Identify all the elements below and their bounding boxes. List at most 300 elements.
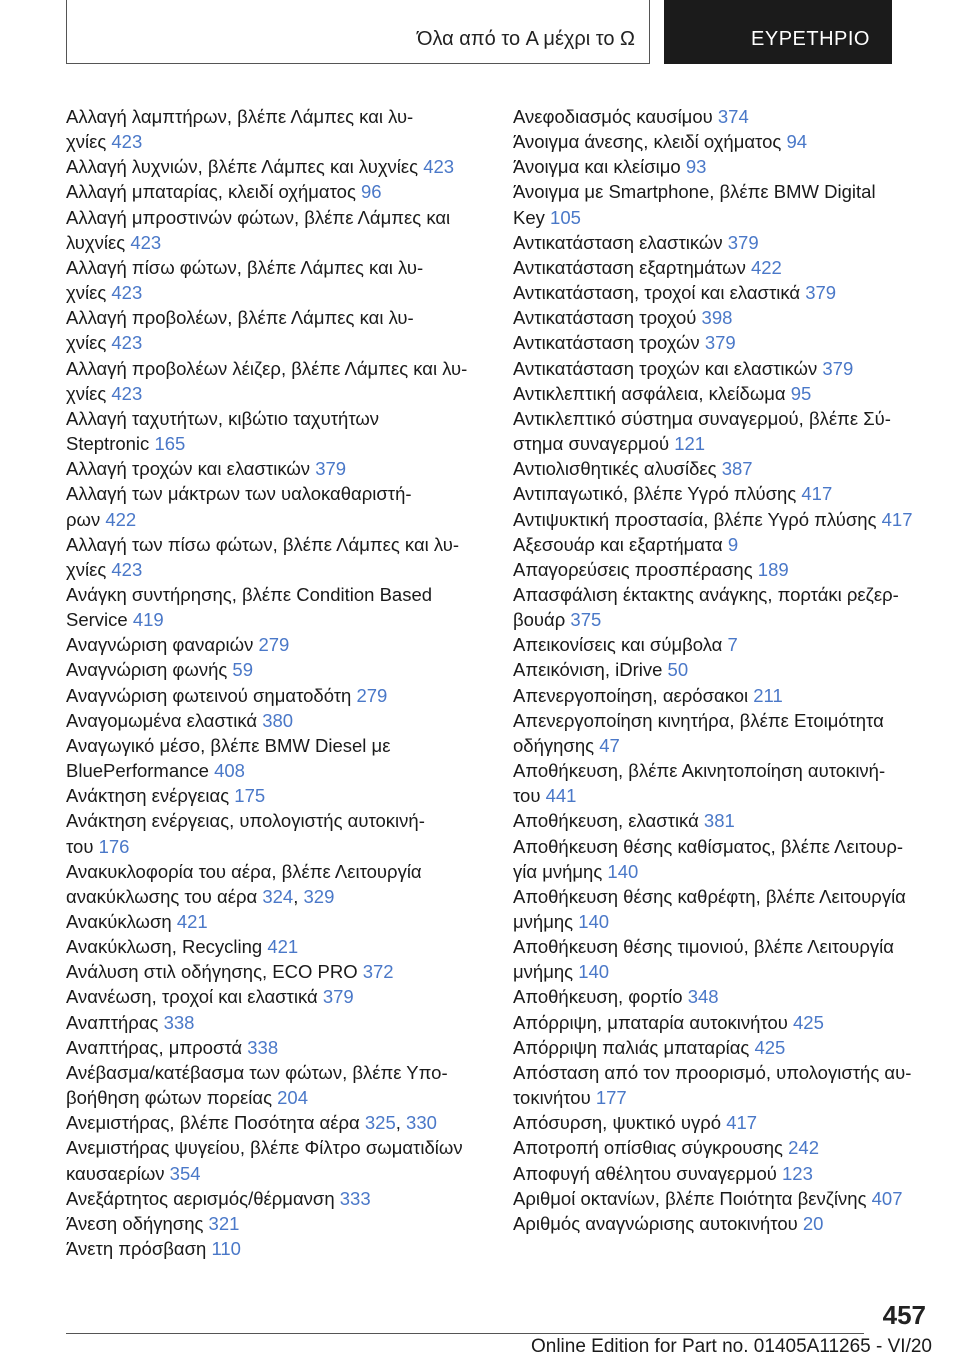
index-entry-line: Αναγνώριση φωνής xyxy=(66,659,228,681)
index-entry xyxy=(513,104,933,129)
index-entry xyxy=(513,507,933,532)
page-link[interactable]: 408 xyxy=(214,760,245,782)
index-entry-line: του xyxy=(513,785,541,807)
index-entry xyxy=(66,104,486,154)
index-entry xyxy=(66,456,486,481)
index-entry-text xyxy=(513,179,933,204)
page-link[interactable]: 379 xyxy=(704,332,736,354)
index-entry-text xyxy=(513,607,933,632)
index-entry-text xyxy=(513,431,933,456)
page-link[interactable]: 423 xyxy=(111,382,143,404)
index-entry-text xyxy=(66,1236,486,1261)
index-entry-line: τοκινήτου xyxy=(513,1087,591,1109)
page-link[interactable]: 189 xyxy=(757,558,789,580)
page-link[interactable]: 20 xyxy=(802,1212,824,1234)
index-entry-line: Αντικατάσταση ελαστικών xyxy=(513,231,723,253)
index-entry-line: Ανέβασμα/κατέβασμα των φώτων, βλέπε Υπο‐ xyxy=(66,1061,448,1083)
header-title-box xyxy=(66,0,650,64)
index-entry-line: Αλλαγή των μάκτρων των υαλοκαθαριστή‐ xyxy=(66,483,412,505)
index-entry-line: Αναγωγικό μέσο, βλέπε BMW Diesel με xyxy=(66,734,391,756)
index-entry-line: Αλλαγή ταχυτήτων, κιβώτιο ταχυτήτων xyxy=(66,407,380,429)
index-entry-line: στημα συναγερμού xyxy=(513,433,670,455)
index-entry xyxy=(66,808,486,858)
index-entry-text xyxy=(66,280,486,305)
index-entry-text xyxy=(66,582,486,607)
index-entry xyxy=(66,481,486,531)
index-entry-text xyxy=(66,104,486,129)
index-entry xyxy=(513,884,933,934)
page-link[interactable]: 204 xyxy=(277,1087,308,1109)
index-entry-line: Service xyxy=(66,609,128,631)
index-entry-line: Αποθήκευση, ελαστικά xyxy=(513,810,699,832)
footer-divider xyxy=(66,1333,864,1334)
index-entry-line: Αντιολισθητικές αλυσίδες xyxy=(513,458,717,480)
page-link[interactable]: 175 xyxy=(234,785,266,807)
page-link[interactable]: 7 xyxy=(727,634,738,656)
page-link[interactable]: 379 xyxy=(805,282,837,304)
index-entry-text xyxy=(66,154,486,179)
header-tab-index-label: ΕΥΡΕΤΗΡΙΟ xyxy=(751,28,870,50)
index-entry xyxy=(66,205,486,255)
index-entry-line: Αντικατάσταση τροχών και ελαστικών xyxy=(513,357,818,379)
index-entry-text xyxy=(513,456,933,481)
index-entry-line: Αλλαγή προβολέων λέιζερ, βλέπε Λάμπες και λυ‐ xyxy=(66,357,468,379)
index-entry xyxy=(513,1010,933,1035)
index-entry-line: γία μνήμης xyxy=(513,860,603,882)
index-entry-line: χνίες xyxy=(66,131,107,153)
page-link[interactable]: 177 xyxy=(595,1087,627,1109)
index-entry xyxy=(66,934,486,959)
index-entry-line: βοήθηση φώτων πορείας xyxy=(66,1087,272,1109)
index-entry-text xyxy=(66,1135,486,1160)
index-entry-line: Ανεφοδιασμός καυσίμου xyxy=(513,106,713,127)
index-entry-text xyxy=(513,255,933,280)
index-entry-line: Αλλαγή λυχνιών, βλέπε Λάμπες και λυχνίες xyxy=(66,156,419,178)
page-link[interactable]: 321 xyxy=(208,1212,240,1234)
index-entry-line: Ανεξάρτητος αερισμός/θέρμανση xyxy=(66,1187,335,1209)
index-entry-text xyxy=(513,356,933,381)
index-entry-text xyxy=(66,632,486,657)
index-entry-line: Απόσυρση, ψυκτικό υγρό xyxy=(513,1112,722,1134)
index-entry xyxy=(66,406,486,456)
page-link[interactable]: 379 xyxy=(315,458,347,480)
page-link[interactable]: 140 xyxy=(578,961,610,983)
index-entry-text xyxy=(513,481,933,506)
index-entry-line: χνίες xyxy=(66,282,107,304)
page-link[interactable]: 423 xyxy=(130,231,162,253)
index-entry-text xyxy=(66,129,486,154)
index-entry xyxy=(513,230,933,255)
index-entry-text xyxy=(66,230,486,255)
index-entry xyxy=(513,255,933,280)
index-entry-text xyxy=(66,859,486,884)
index-entry-line: Αλλαγή προβολέων, βλέπε Λάμπες και λυ‐ xyxy=(66,307,414,329)
page-link[interactable]: 93 xyxy=(685,156,707,178)
index-entry-text xyxy=(66,381,486,406)
index-entry-line: Αλλαγή λαμπτήρων, βλέπε Λάμπες και λυ‐ xyxy=(66,106,414,127)
index-entry-text xyxy=(513,657,933,682)
index-entry xyxy=(513,1186,933,1211)
index-entry xyxy=(66,683,486,708)
index-entry-text xyxy=(513,582,933,607)
index-entry xyxy=(66,1035,486,1060)
index-entry-text xyxy=(513,230,933,255)
index-entry-line: Απενεργοποίηση κινητήρα, βλέπε Ετοιμότητα xyxy=(513,709,884,731)
page-link[interactable]: 387 xyxy=(721,458,753,480)
page-link[interactable]: 59 xyxy=(232,659,253,681)
page-link[interactable]: 110 xyxy=(211,1238,241,1260)
index-entry xyxy=(513,758,933,808)
index-entry xyxy=(513,708,933,758)
page-link[interactable]: 380 xyxy=(262,709,294,731)
index-entry-text xyxy=(66,708,486,733)
page-link[interactable]: 423 xyxy=(423,156,455,178)
page-link[interactable]: 211 xyxy=(753,684,783,706)
page-link[interactable]: 419 xyxy=(132,609,164,631)
page-link[interactable]: 379 xyxy=(322,986,354,1008)
index-entry-text xyxy=(513,381,933,406)
index-entry-text xyxy=(66,1211,486,1236)
index-entry-line: χνίες xyxy=(66,558,107,580)
index-entry-text xyxy=(66,607,486,632)
index-entry-text xyxy=(513,1085,933,1110)
page-link[interactable]: 421 xyxy=(267,936,299,958)
index-entry xyxy=(513,632,933,657)
index-entry-text xyxy=(513,104,933,129)
index-entry-text xyxy=(513,280,933,305)
index-entry-text xyxy=(513,683,933,708)
index-entry xyxy=(66,783,486,808)
index-entry-text xyxy=(66,808,486,833)
index-entry-line: Αλλαγή των πίσω φώτων, βλέπε Λάμπες και λυ‐ xyxy=(66,533,459,555)
index-entry-line: Ανακύκλωση, Recycling xyxy=(66,936,263,958)
index-entry-line: Αποθήκευση θέσης καθίσματος, βλέπε Λειτουρ‐ xyxy=(513,835,904,857)
index-entry-text xyxy=(513,1186,933,1211)
index-entry xyxy=(513,381,933,406)
index-entry-text xyxy=(66,783,486,808)
index-entry xyxy=(66,1135,486,1185)
index-entry-line: Αποθήκευση θέσης τιμονιού, βλέπε Λειτουργία xyxy=(513,936,894,958)
page-link[interactable]: 348 xyxy=(687,986,719,1008)
page-link[interactable]: 123 xyxy=(782,1162,813,1184)
page-link[interactable]: 94 xyxy=(786,131,808,153)
index-entry-line: Ανεμιστήρας, βλέπε Ποσότητα αέρα xyxy=(66,1112,360,1134)
index-entry-line: Ανάλυση στιλ οδήγησης, ECO PRO xyxy=(66,961,358,983)
index-entry-text xyxy=(513,1010,933,1035)
index-entry-text xyxy=(513,507,933,532)
index-entry-text xyxy=(66,456,486,481)
index-entry-text xyxy=(66,1060,486,1085)
page-link[interactable]: 379 xyxy=(822,357,854,379)
page-link[interactable]: 381 xyxy=(703,810,735,832)
index-entry-line: Αναγνώριση φαναριών xyxy=(66,634,254,656)
index-entry-line: Αποθήκευση, φορτίο xyxy=(513,986,683,1008)
page-link[interactable]: 441 xyxy=(545,785,577,807)
page-link[interactable]: 324 xyxy=(262,885,294,907)
index-entry xyxy=(66,859,486,909)
index-entry-text xyxy=(513,758,933,783)
index-entry-text xyxy=(513,1110,933,1135)
page-link[interactable]: 329 xyxy=(303,885,335,907)
page-link[interactable]: 422 xyxy=(750,256,782,278)
index-entry xyxy=(66,1186,486,1211)
index-entry-text xyxy=(66,255,486,280)
index-entry-text xyxy=(66,984,486,1009)
index-entry-text xyxy=(513,532,933,557)
index-entry xyxy=(513,481,933,506)
page-link[interactable]: 330 xyxy=(406,1112,437,1134)
page-link[interactable]: 407 xyxy=(871,1187,903,1209)
index-entry-line: Αντικατάσταση εξαρτημάτων xyxy=(513,256,746,278)
page-link[interactable]: 372 xyxy=(362,961,394,983)
index-entry-line: Αλλαγή τροχών και ελαστικών xyxy=(66,458,311,480)
index-entry-line: Key xyxy=(513,206,545,228)
index-entry-text xyxy=(66,330,486,355)
page-link[interactable]: 176 xyxy=(98,835,130,857)
index-entry xyxy=(513,154,933,179)
index-entry-line: Αντικατάσταση, τροχοί και ελαστικά xyxy=(513,282,801,304)
index-entry-line: ανακύκλωσης του αέρα xyxy=(66,885,258,907)
index-entry xyxy=(66,733,486,783)
page-link[interactable]: 379 xyxy=(727,231,759,253)
index-entry-text xyxy=(66,481,486,506)
page-link[interactable]: 423 xyxy=(111,131,143,153)
index-entry-line: Άνεση οδήγησης xyxy=(66,1212,204,1234)
index-entry-line: Αναγνώριση φωτεινού σηματοδότη xyxy=(66,684,352,706)
page-link[interactable]: 105 xyxy=(550,206,581,228)
page-link[interactable]: 140 xyxy=(607,860,639,882)
index-entry xyxy=(513,557,933,582)
index-entry xyxy=(513,356,933,381)
index-entry xyxy=(513,280,933,305)
index-entry xyxy=(66,179,486,204)
index-entry-text xyxy=(66,532,486,557)
index-entry-text xyxy=(513,406,933,431)
index-entry-line: Ανεμιστήρας ψυγείου, βλέπε Φίλτρο σωματιδίων xyxy=(66,1137,463,1159)
page-link[interactable]: 354 xyxy=(169,1162,201,1184)
index-entry-line: Αντικατάσταση τροχών xyxy=(513,332,700,354)
page-link[interactable]: 242 xyxy=(788,1137,819,1159)
index-entry-text xyxy=(66,356,486,381)
index-entry-text xyxy=(513,1035,933,1060)
index-entry-line: BluePerformance xyxy=(66,760,209,782)
index-entry-text: ανακύκλωσης του αέρα 324, 329 xyxy=(66,885,335,907)
index-entry-text xyxy=(513,808,933,833)
page-link[interactable]: 96 xyxy=(361,181,382,203)
index-entry xyxy=(513,984,933,1009)
index-entry-line: Απόρριψη, μπαταρία αυτοκινήτου xyxy=(513,1011,788,1033)
page-link[interactable]: 417 xyxy=(801,483,833,505)
page-link[interactable]: 338 xyxy=(247,1036,279,1058)
index-entry xyxy=(66,1236,486,1261)
index-entry-line: Ανάκτηση ενέργειας, υπολογιστής αυτοκινή‐ xyxy=(66,810,425,832)
index-entry xyxy=(513,532,933,557)
page-link[interactable]: 423 xyxy=(111,332,143,354)
index-entry-text xyxy=(66,733,486,758)
index-entry-line: Απενεργοποίηση, αερόσακοι xyxy=(513,684,749,706)
index-entry-line: Αναπτήρας xyxy=(66,1011,159,1033)
index-entry-text xyxy=(513,708,933,733)
page-link[interactable]: 417 xyxy=(726,1112,758,1134)
index-entry-text xyxy=(513,1135,933,1160)
page-link[interactable]: 421 xyxy=(176,911,208,932)
index-entry-text xyxy=(66,657,486,682)
index-entry-line: μνήμης xyxy=(513,911,574,932)
index-entry xyxy=(513,834,933,884)
page-link[interactable]: 374 xyxy=(717,106,749,127)
index-entry-line: Αποφυγή αθέλητου συναγερμού xyxy=(513,1162,777,1184)
index-entry-text xyxy=(66,205,486,230)
index-entry xyxy=(513,1135,933,1160)
index-entry-line: Απεικόνιση, iDrive xyxy=(513,659,663,681)
page-link[interactable]: 165 xyxy=(154,433,186,455)
index-entry-text xyxy=(66,1010,486,1035)
index-entry xyxy=(513,406,933,456)
index-entry-line: Αντιπαγωτικό, βλέπε Υγρό πλύσης xyxy=(513,483,797,505)
index-entry-text xyxy=(513,859,933,884)
header-tab-title[interactable]: Όλα από το A μέχρι το Ω xyxy=(417,28,635,50)
index-entry-text xyxy=(66,1035,486,1060)
index-entry-text xyxy=(66,431,486,456)
index-entry-text xyxy=(66,305,486,330)
index-entry-text xyxy=(513,1161,933,1186)
index-entry xyxy=(66,305,486,355)
index-entry-line: Απαγορεύσεις προσπέρασης xyxy=(513,558,753,580)
page-link[interactable]: 422 xyxy=(105,508,137,530)
index-entry-text xyxy=(66,557,486,582)
index-entry xyxy=(513,657,933,682)
index-entry-text xyxy=(66,934,486,959)
page-link[interactable]: 325 xyxy=(364,1112,396,1134)
page-link[interactable]: 9 xyxy=(727,533,739,555)
index-entry xyxy=(513,305,933,330)
page-link[interactable]: 375 xyxy=(570,609,602,631)
index-entry-text xyxy=(513,129,933,154)
index-entry xyxy=(66,582,486,632)
index-entry-text xyxy=(513,783,933,808)
page-link[interactable]: 417 xyxy=(881,508,913,530)
index-entry xyxy=(66,154,486,179)
index-entry xyxy=(513,934,933,984)
index-entry-line: Άνοιγμα άνεσης, κλειδί οχήματος xyxy=(513,131,782,153)
index-entry xyxy=(66,1211,486,1236)
index-entry-line: χνίες xyxy=(66,332,107,354)
index-entry-line: οδήγησης xyxy=(513,734,595,756)
index-entry-line: Αναγομωμένα ελαστικά xyxy=(66,709,258,731)
index-entry-line: Ανανέωση, τροχοί και ελαστικά xyxy=(66,986,318,1008)
index-entry-line: Αλλαγή μπροστινών φώτων, βλέπε Λάμπες και xyxy=(66,206,451,228)
index-entry-text xyxy=(513,984,933,1009)
footer-edition-text: Online Edition for Part no. 01405A11265 - VI/20 xyxy=(530,1336,932,1357)
index-entry-text xyxy=(513,733,933,758)
index-entry-line: του xyxy=(66,835,94,857)
index-entry xyxy=(66,356,486,406)
index-column-left xyxy=(66,104,486,1261)
index-entry xyxy=(66,909,486,934)
page-link[interactable]: 398 xyxy=(701,307,733,329)
index-entry xyxy=(66,1060,486,1110)
index-entry-line: ρων xyxy=(66,508,101,530)
index-entry xyxy=(513,683,933,708)
index-entry xyxy=(513,179,933,229)
index-entry-line: Αλλαγή πίσω φώτων, βλέπε Λάμπες και λυ‐ xyxy=(66,256,424,278)
index-entry-text xyxy=(66,959,486,984)
index-entry-text xyxy=(513,959,933,984)
index-entry-text xyxy=(66,1085,486,1110)
index-entry-text xyxy=(513,1211,933,1236)
index-entry xyxy=(513,1110,933,1135)
index-entry-line: Απεικονίσεις και σύμβολα xyxy=(513,634,723,656)
index-entry xyxy=(513,1035,933,1060)
index-entry-text xyxy=(66,758,486,783)
page-link[interactable]: 279 xyxy=(258,634,290,656)
page-link[interactable]: 279 xyxy=(356,684,388,706)
index-entry xyxy=(66,708,486,733)
index-entry-text xyxy=(513,205,933,230)
index-entry-text xyxy=(513,934,933,959)
page-link[interactable]: 140 xyxy=(578,911,610,932)
index-entry xyxy=(66,1110,486,1135)
index-entry-line: Απόρριψη παλιάς μπαταρίας xyxy=(513,1036,750,1058)
index-entry xyxy=(66,984,486,1009)
index-entry-text xyxy=(513,305,933,330)
index-entry xyxy=(513,582,933,632)
index-entry-line: βουάρ xyxy=(513,609,566,631)
index-entry-line: Αντικλεπτικό σύστημα συναγερμού, βλέπε Σύ‐ xyxy=(513,407,891,429)
page-link[interactable]: 423 xyxy=(111,282,143,304)
page-link[interactable]: 50 xyxy=(667,659,689,681)
index-entry-text xyxy=(513,154,933,179)
page-link[interactable]: 423 xyxy=(111,558,143,580)
page-link[interactable]: 47 xyxy=(599,734,620,756)
index-entry-text xyxy=(513,330,933,355)
page-number: 457 xyxy=(882,1300,926,1330)
index-entry-line: Αντικατάσταση τροχού xyxy=(513,307,697,329)
index-entry-line: Steptronic xyxy=(66,433,150,455)
page-link[interactable]: 338 xyxy=(163,1011,195,1033)
page-link[interactable]: 121 xyxy=(674,433,706,455)
index-entry-text xyxy=(513,1060,933,1085)
index-column-right xyxy=(513,104,933,1236)
index-entry xyxy=(66,1010,486,1035)
index-entry-line: Αποθήκευση θέσης καθρέφτη, βλέπε Λειτουργία xyxy=(513,885,906,907)
page-link[interactable]: 95 xyxy=(790,382,812,404)
index-entry-text xyxy=(66,909,486,934)
index-entry-text xyxy=(513,909,933,934)
index-entry-line: Άνοιγμα και κλείσιμο xyxy=(513,156,681,178)
index-entry xyxy=(66,532,486,582)
page-link[interactable]: 425 xyxy=(793,1011,824,1033)
index-entry xyxy=(513,1211,933,1236)
index-entry-line: Ανάκτηση ενέργειας xyxy=(66,785,230,807)
index-entry-line: Απασφάλιση έκτακτης ανάγκης, πορτάκι ρεζερ‐ xyxy=(513,583,899,605)
index-entry-line: Αριθμός αναγνώρισης αυτοκινήτου xyxy=(513,1212,798,1234)
index-entry xyxy=(66,959,486,984)
page-link[interactable]: 333 xyxy=(339,1187,371,1209)
index-entry-line: Αντικλεπτική ασφάλεια, κλείδωμα xyxy=(513,382,786,404)
index-entry xyxy=(66,632,486,657)
index-entry xyxy=(66,657,486,682)
index-entry-line: Αριθμοί οκτανίων, βλέπε Ποιότητα βενζίνης xyxy=(513,1187,867,1209)
page-link[interactable]: 425 xyxy=(754,1036,786,1058)
index-entry-text xyxy=(66,179,486,204)
index-entry-line: χνίες xyxy=(66,382,107,404)
index-entry-text xyxy=(513,834,933,859)
index-entry-text xyxy=(513,632,933,657)
index-entry-line: Αντιψυκτική προστασία, βλέπε Υγρό πλύσης xyxy=(513,508,877,530)
index-entry-text xyxy=(513,884,933,909)
header-index-tab[interactable] xyxy=(664,0,892,64)
